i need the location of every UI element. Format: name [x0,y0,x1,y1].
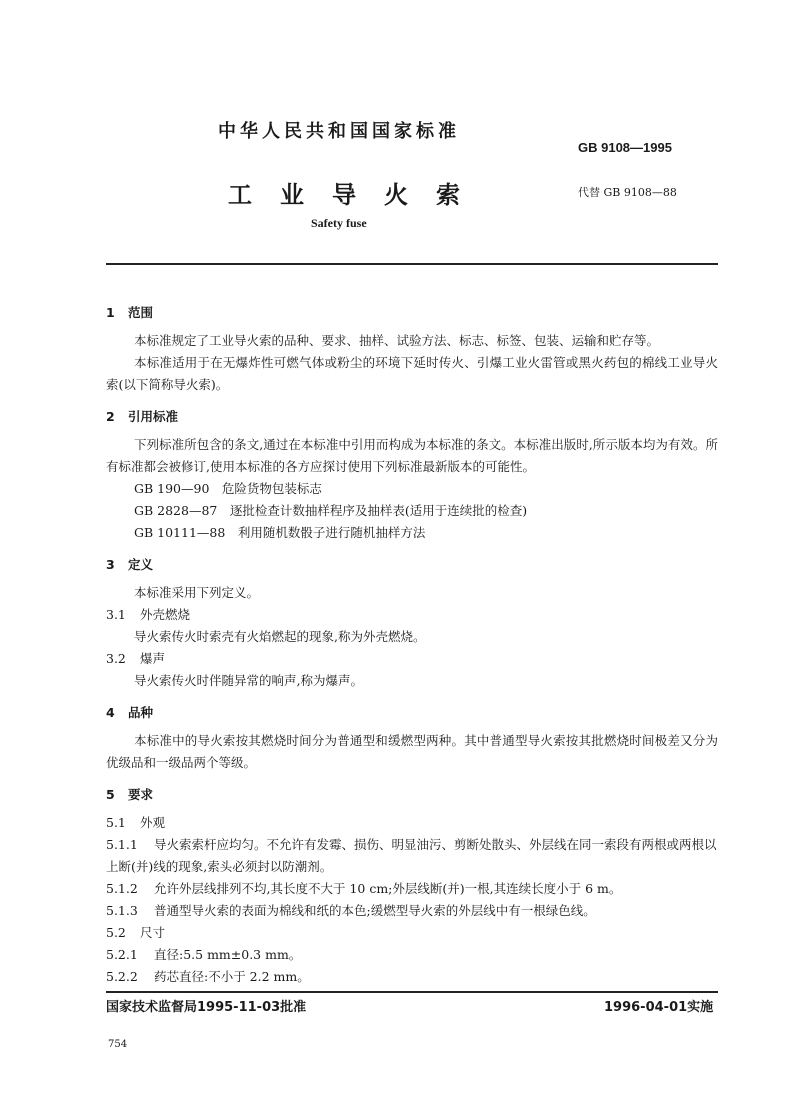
clause-title: 外观 [140,815,166,830]
section-heading [106,406,718,428]
section-title: 范围 [128,305,154,320]
section-title: 品种 [128,705,154,720]
clause-number: 5.2.2 [106,969,138,984]
approval-date: 国家技术监督局1995-11-03批准 [106,1000,307,1015]
clause-item [106,834,718,878]
document-title: 工业导火索 [228,181,488,209]
definition-text: 导火索传火时索壳有火焰燃起的现象,称为外壳燃烧。 [134,629,426,644]
paragraph: 本标准采用下列定义。 [134,585,260,600]
section-title: 要求 [128,787,154,802]
section-title: 定义 [128,557,154,572]
clause-title: 外壳燃烧 [140,607,191,622]
clause-item [106,966,718,988]
clause-number: 5.1 [106,815,126,830]
footer-divider [106,991,718,993]
section-heading [106,702,718,724]
clause-number: 3.1 [106,607,126,622]
clause-number: 5.1.1 [106,837,138,852]
clause-text: 允许外层线排列不均,其长度不大于 10 cm;外层线断(并)一根,其连续长度小于 6 m。 [154,881,622,896]
standard-category-title: 中华人民共和国国家标准 [218,121,460,142]
clause-item [106,878,718,900]
clause-text: 直径:5.5 mm±0.3 mm。 [154,947,302,962]
section-heading [106,784,718,806]
reference-item: GB 190—90 危险货物包装标志 [134,481,322,496]
clause-number: 5.1.2 [106,881,138,896]
clause-heading [106,648,718,670]
clause-number: 5.2 [106,925,126,940]
clause-number: 3.2 [106,651,126,666]
paragraph: 下列标准所包含的条文,通过在本标准中引用而构成为本标准的条文。本标准出版时,所示版本均为有效。所有标准都会被修订,使用本标准的各方应探讨使用下列标准最新版本的可能性。 [106,437,718,474]
clause-text: 导火索索杆应均匀。不允许有发霉、损伤、明显油污、剪断处散头、外层线在同一索段有两根或两根以上断(并)线的现象,索头必须封以防潮剂。 [106,837,717,874]
clause-title: 尺寸 [140,925,166,940]
section-number: 5 [106,787,115,802]
clause-item [106,900,718,922]
header-divider [106,263,718,265]
section-title: 引用标准 [128,409,179,424]
definition-text: 导火索传火时伴随异常的响声,称为爆声。 [134,673,363,688]
section-number: 4 [106,705,115,720]
standard-code: GB 9108—1995 [578,140,672,155]
paragraph: 本标准适用于在无爆炸性可燃气体或粉尘的环境下延时传火、引爆工业火雷管或黑火药包的棉线工业导火索(以下简称导火索)。 [106,355,718,392]
reference-item: GB 2828—87 逐批检查计数抽样程序及抽样表(适用于连续批的检查) [134,503,528,518]
clause-heading [106,604,718,626]
reference-item: GB 10111—88 利用随机数骰子进行随机抽样方法 [134,525,426,540]
section-number: 1 [106,305,115,320]
implementation-date: 1996-04-01实施 [604,1000,714,1015]
paragraph: 本标准中的导火索按其燃烧时间分为普通型和缓燃型两种。其中普通型导火索按其批燃烧时间极差又分为优级品和一级品两个等级。 [106,733,718,770]
clause-number: 5.1.3 [106,903,138,918]
page-number: 754 [108,1039,128,1050]
paragraph: 本标准规定了工业导火索的品种、要求、抽样、试验方法、标志、标签、包装、运输和贮存等。 [134,333,660,348]
clause-heading [106,922,718,944]
english-title: Safety fuse [311,216,367,230]
clause-item [106,944,718,966]
replaces-note: 代替 GB 9108—88 [578,186,677,199]
section-number: 3 [106,557,115,572]
section-heading [106,554,718,576]
section-number: 2 [106,409,115,424]
clause-text: 药芯直径:不小于 2.2 mm。 [154,969,310,984]
clause-title: 爆声 [140,651,166,666]
clause-heading [106,812,718,834]
section-heading [106,302,718,324]
clause-number: 5.2.1 [106,947,138,962]
clause-text: 普通型导火索的表面为棉线和纸的本色;缓燃型导火索的外层线中有一根绿色线。 [154,903,596,918]
document-body [106,302,718,988]
